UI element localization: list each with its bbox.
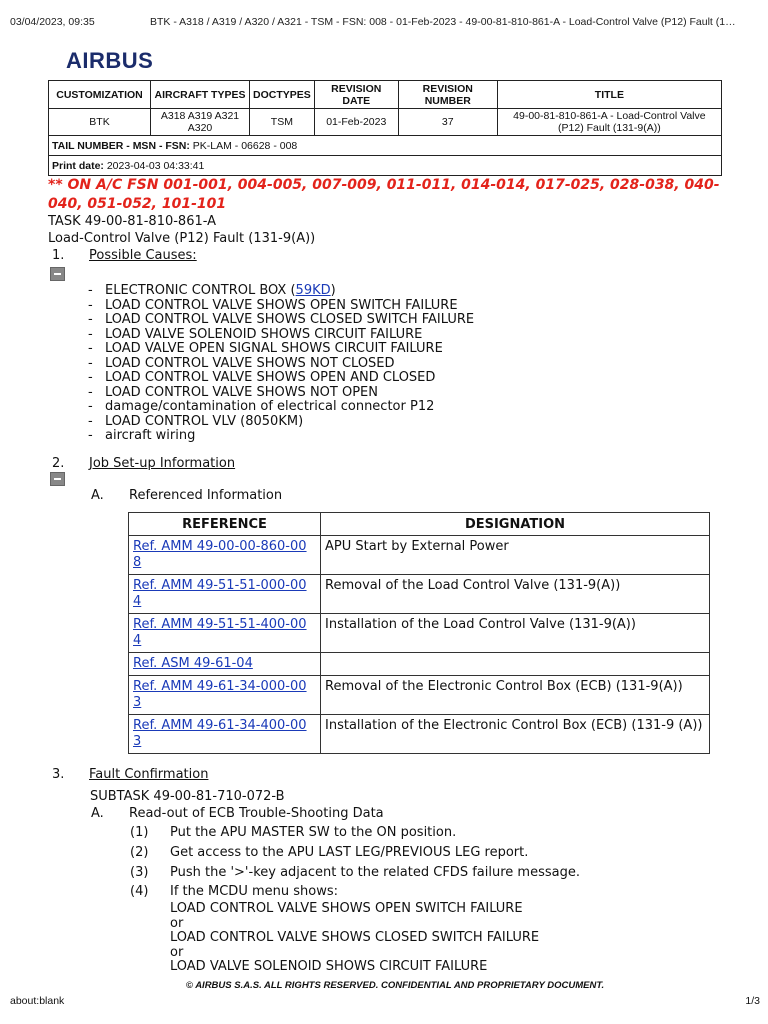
cause-item: - aircraft wiring: [88, 429, 474, 444]
reference-link[interactable]: Ref. AMM 49-51-51-400-00 4: [133, 617, 307, 648]
table-row: [129, 536, 710, 575]
print-date-label: Print date:: [52, 159, 104, 172]
section-2-number: 2.: [52, 456, 65, 471]
cause-item: - LOAD VALVE SOLENOID SHOWS CIRCUIT FAILURE: [88, 328, 474, 343]
aircraft-types-value: A318 A319 A321 A320: [151, 109, 250, 136]
cause-item: - LOAD CONTROL VALVE SHOWS OPEN SWITCH FAILURE: [88, 299, 474, 314]
reference-link[interactable]: Ref. AMM 49-00-00-860-00 8: [133, 539, 307, 570]
step-text: Get access to the APU LAST LEG/PREVIOUS LEG report.: [170, 845, 529, 860]
table-row: [129, 676, 710, 715]
document-metadata-table: [48, 80, 722, 176]
print-header: [10, 16, 758, 28]
airbus-logo: AIRBUS: [66, 48, 154, 73]
mcdu-messages: [170, 902, 539, 975]
header-aircraft-types: AIRCRAFT TYPES: [151, 81, 250, 109]
reference-link[interactable]: Ref. AMM 49-61-34-000-00 3: [133, 679, 307, 710]
step-number: (1): [130, 825, 149, 840]
possible-causes-list: [88, 284, 474, 444]
table-row: [129, 614, 710, 653]
step-text: If the MCDU menu shows:: [170, 884, 338, 899]
table-row: [129, 575, 710, 614]
print-date-row: [49, 156, 722, 176]
collapse-icon[interactable]: [50, 472, 65, 486]
revision-date-value: 01-Feb-2023: [314, 109, 398, 136]
table-row: [129, 715, 710, 754]
cause-item: - LOAD CONTROL VALVE SHOWS CLOSED SWITCH FAILURE: [88, 313, 474, 328]
header-revision-date: REVISION DATE: [314, 81, 398, 109]
subtask-id: SUBTASK 49-00-81-710-072-B: [90, 789, 285, 804]
doctypes-value: TSM: [250, 109, 315, 136]
subsection-a-title: Referenced Information: [129, 488, 283, 503]
step-number: (2): [130, 845, 149, 860]
footer-page-number: 1/3: [745, 995, 760, 1007]
subsection-a-title: Read-out of ECB Trouble-Shooting Data: [129, 806, 384, 821]
step-text: Push the '>'-key adjacent to the related CFDS failure message.: [170, 865, 580, 880]
cause-item: - LOAD CONTROL VALVE SHOWS NOT CLOSED: [88, 357, 474, 372]
step-number: (3): [130, 865, 149, 880]
copyright-notice: © AIRBUS S.A.S. ALL RIGHTS RESERVED. CONFIDENTIAL AND PROPRIETARY DOCUMENT.: [185, 980, 605, 991]
mcdu-or: or: [170, 944, 184, 960]
59kd-link[interactable]: 59KD: [295, 283, 331, 298]
designation-cell: Removal of the Electronic Control Box (ECB) (131-9(A)): [321, 676, 710, 715]
table-row: [129, 653, 710, 676]
step-text: Put the APU MASTER SW to the ON position.: [170, 825, 457, 840]
reference-link[interactable]: Ref. ASM 49-61-04: [133, 656, 253, 671]
cause-item: - LOAD CONTROL VALVE SHOWS OPEN AND CLOSED: [88, 371, 474, 386]
print-date-value: 2023-04-03 04:33:41: [103, 159, 205, 172]
referenced-information-table: [128, 512, 710, 754]
mcdu-message: LOAD CONTROL VALVE SHOWS OPEN SWITCH FAILURE: [170, 901, 523, 916]
header-doctypes: DOCTYPES: [250, 81, 315, 109]
reference-link[interactable]: Ref. AMM 49-61-34-400-00 3: [133, 718, 307, 749]
subsection-a-letter: A.: [91, 488, 104, 503]
section-1-number: 1.: [52, 248, 65, 263]
customization-value: BTK: [49, 109, 151, 136]
designation-header: DESIGNATION: [321, 513, 710, 536]
designation-cell: APU Start by External Power: [321, 536, 710, 575]
tail-number-value: PK-LAM - 06628 - 008: [189, 139, 298, 152]
cause-item: - ELECTRONIC CONTROL BOX (59KD): [88, 284, 474, 299]
title-value: 49-00-81-810-861-A - Load-Control Valve (P12) Fault (131-9(A)): [497, 109, 721, 136]
section-3-number: 3.: [52, 767, 65, 782]
header-customization: CUSTOMIZATION: [49, 81, 151, 109]
cause-item: - damage/contamination of electrical connector P12: [88, 400, 474, 415]
section-3-title: Fault Confirmation: [89, 767, 209, 782]
step-number: (4): [130, 884, 149, 899]
cause-item: - LOAD CONTROL VALVE SHOWS NOT OPEN: [88, 386, 474, 401]
task-id: TASK 49-00-81-810-861-A: [48, 214, 217, 229]
section-1-title: Possible Causes:: [89, 248, 197, 263]
designation-cell: Removal of the Load Control Valve (131-9(A)): [321, 575, 710, 614]
tail-number-row: [49, 136, 722, 156]
designation-cell: Installation of the Electronic Control Box (ECB) (131-9 (A)): [321, 715, 710, 754]
print-page-title: BTK - A318 / A319 / A320 / A321 - TSM - FSN: 008 - 01-Feb-2023 - 49-00-81-810-861-A - Load-Control Valve (P12) Fault (1…: [150, 16, 736, 28]
designation-cell: Installation of the Load Control Valve (131-9(A)): [321, 614, 710, 653]
collapse-icon[interactable]: [50, 267, 65, 281]
cause-item: - LOAD CONTROL VLV (8050KM): [88, 415, 474, 430]
revision-number-value: 37: [398, 109, 497, 136]
reference-link[interactable]: Ref. AMM 49-51-51-000-00 4: [133, 578, 307, 609]
header-revision-number: REVISION NUMBER: [398, 81, 497, 109]
header-title: TITLE: [497, 81, 721, 109]
mcdu-or: or: [170, 915, 184, 931]
mcdu-message: LOAD CONTROL VALVE SHOWS CLOSED SWITCH FAILURE: [170, 930, 540, 945]
applicability-statement: ** ON A/C FSN 001-001, 004-005, 007-009, 011-011, 014-014, 017-025, 028-038, 040-040, 051-052, 101-101: [48, 177, 720, 212]
task-header: [48, 213, 315, 247]
section-2-title: Job Set-up Information: [89, 456, 236, 471]
task-title: Load-Control Valve (P12) Fault (131-9(A)): [48, 231, 316, 246]
footer-url: about:blank: [10, 995, 65, 1007]
cause-item: - LOAD VALVE OPEN SIGNAL SHOWS CIRCUIT FAILURE: [88, 342, 474, 357]
tail-number-label: TAIL NUMBER - MSN - FSN:: [52, 139, 190, 152]
designation-cell: [321, 653, 710, 676]
mcdu-message: LOAD VALVE SOLENOID SHOWS CIRCUIT FAILURE: [170, 959, 488, 974]
reference-header: REFERENCE: [129, 513, 321, 536]
subsection-a-letter: A.: [91, 806, 104, 821]
print-datetime: 03/04/2023, 09:35: [10, 16, 95, 28]
